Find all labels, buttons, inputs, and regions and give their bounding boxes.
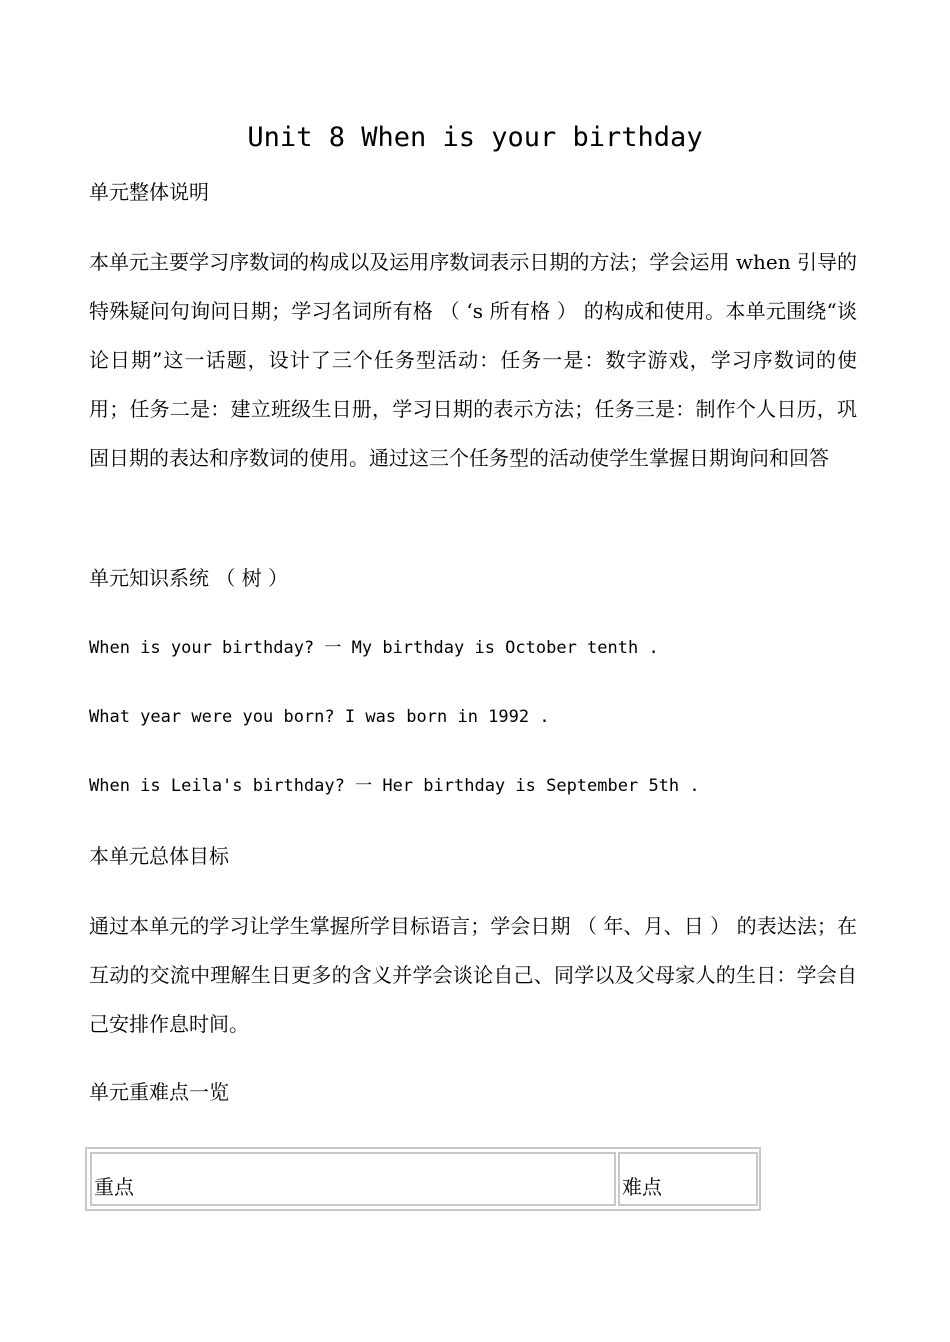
overview-paragraph: 本单元主要学习序数词的构成以及运用序数词表示日期的方法；学会运用 when 引导的特殊疑问句询问日期；学习名词所有格 （ ‘s 所有格 ） 的构成和使用。本单元围绕“谈论日期”这一话题，设计了三个任务型活动：任务一是：数字游戏，学习序数词的使用；任务二是：建立班级生日册，学习日期的表示方法；任务三是：制作个人日历，巩固日期的表达和序数词的使用。通过这三个任务型的活动使学生掌握日期询问和回答	[89, 250, 857, 470]
example-sentence: When is Leila's birthday? 一 Her birthday is September 5th .	[89, 776, 700, 796]
section-heading-goals: 本单元总体目标	[89, 844, 229, 868]
table-header-cell-difficult-points	[618, 1152, 758, 1206]
example-sentence: What year were you born? I was born in 1992 .	[89, 707, 550, 727]
section-heading-key-points: 单元重难点一览	[89, 1080, 229, 1104]
example-sentence: When is your birthday? 一 My birthday is October tenth .	[89, 638, 659, 658]
table-header-label: 难点	[622, 1175, 662, 1199]
goals-paragraph: 通过本单元的学习让学生掌握所学目标语言；学会日期 （ 年、月、日 ） 的表达法；在互动的交流中理解生日更多的含义并学会谈论自己、同学以及父母家人的生日：学会自己安排作息时间。	[89, 914, 857, 1036]
section-heading-knowledge-tree: 单元知识系统 （ 树 ）	[89, 566, 289, 590]
key-points-table	[85, 1147, 761, 1211]
table-header-cell-key-points	[90, 1152, 616, 1206]
document-title: Unit 8 When is your birthday	[247, 122, 703, 153]
table-header-label: 重点	[94, 1175, 134, 1199]
section-heading-overview: 单元整体说明	[89, 180, 209, 204]
